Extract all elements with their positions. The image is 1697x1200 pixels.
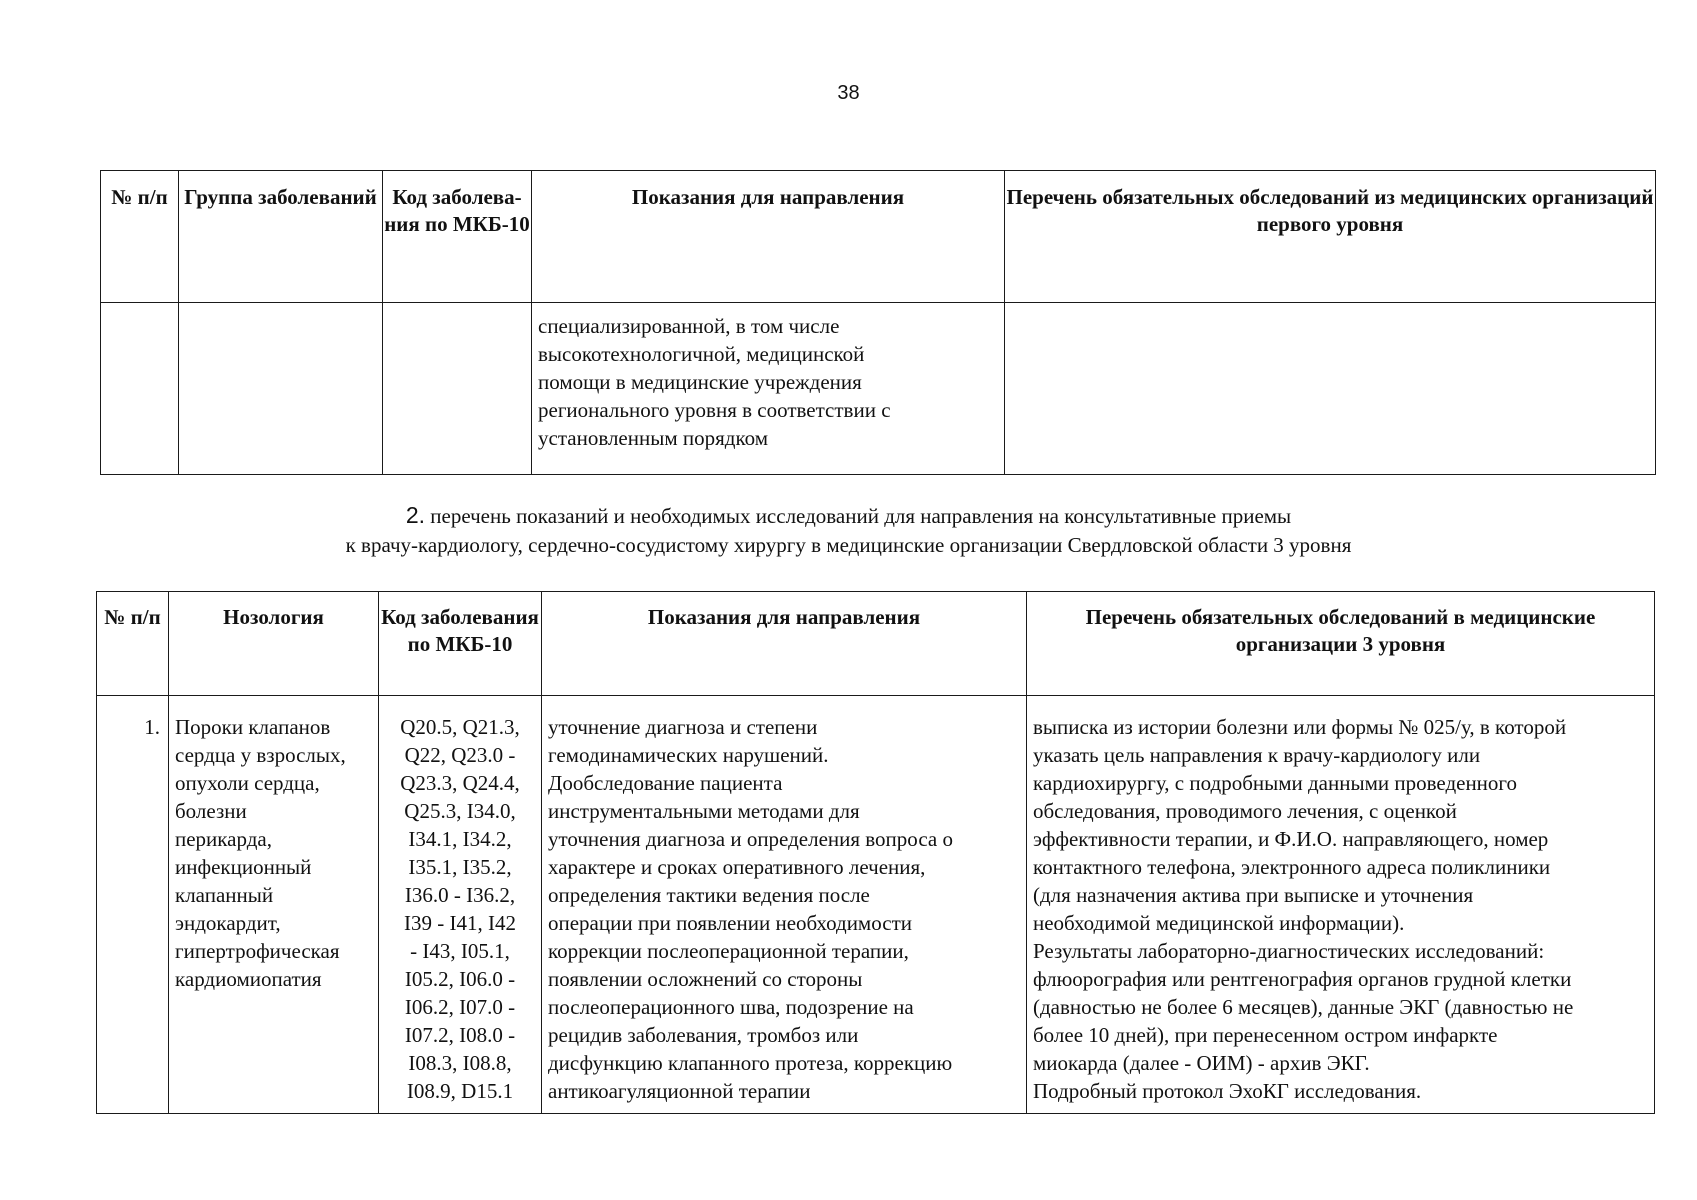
text-line: инструментальными методами для <box>548 799 860 823</box>
continuation-table <box>100 170 1656 475</box>
table-header-row <box>97 592 1655 696</box>
header-icd10-code: Код заболевания по МКБ-10 <box>379 592 542 696</box>
text-line: появлении осложнений со стороны <box>548 967 863 991</box>
text-line: Q22, Q23.0 - <box>404 743 516 767</box>
text-line: более 10 дней), при перенесенном остром инфаркте <box>1033 1023 1498 1047</box>
text-line: контактного телефона, электронного адреса поликлиники <box>1033 855 1551 879</box>
text-line: Q25.3, I34.0, <box>404 799 516 823</box>
cell-nosology <box>169 696 379 1114</box>
cell-number <box>101 303 179 475</box>
header-required-exams: Перечень обязательных обследований в медицинские организации 3 уровня <box>1027 592 1655 696</box>
section-number: 2. <box>405 502 426 528</box>
text-line: дисфункцию клапанного протеза, коррекцию <box>548 1051 953 1075</box>
text-line: I08.9, D15.1 <box>406 1079 514 1103</box>
text-line: послеоперационного шва, подозрение на <box>548 995 914 1019</box>
text-line: болезни <box>175 799 247 823</box>
cell-disease-group <box>179 303 383 475</box>
text-line: операции при появлении необходимости <box>548 911 912 935</box>
header-referral-indications: Показания для направления <box>532 171 1005 303</box>
text-line: антикоагуляционной терапии <box>548 1079 811 1103</box>
header-referral-indications: Показания для направления <box>542 592 1027 696</box>
text-line: указать цель направления к врачу-кардиологу или <box>1033 743 1481 767</box>
text-line: гемодинамических нарушений. <box>548 743 829 767</box>
cell-referral-indications <box>532 303 1005 475</box>
text-line: I39 - I41, I42 <box>404 911 516 935</box>
text-line: помощи в медицинские учреждения <box>538 370 862 394</box>
text-line: эндокардит, <box>175 911 281 935</box>
section-caption <box>0 501 1697 560</box>
text-line: Пороки клапанов <box>175 715 331 739</box>
text-line: I34.1, I34.2, <box>408 827 512 851</box>
header-disease-group: Группа заболеваний <box>179 171 383 303</box>
text-line: Подробный протокол ЭхоКГ исследования. <box>1033 1079 1422 1103</box>
text-line: I36.0 - I36.2, <box>404 883 516 907</box>
text-line: Q20.5, Q21.3, <box>400 715 520 739</box>
text-line: необходимой медицинской информации). <box>1033 911 1405 935</box>
header-nosology: Нозология <box>169 592 379 696</box>
caption-line-2: к врачу-кардиологу, сердечно-сосудистому хирургу в медицинские организации Свердловской области 3 уровня <box>345 533 1352 557</box>
table-row <box>101 303 1656 475</box>
text-line: характере и сроках оперативного лечения, <box>548 855 926 879</box>
text-line: коррекции послеоперационной терапии, <box>548 939 909 963</box>
cell-required-exams <box>1005 303 1656 475</box>
text-line: инфекционный <box>175 855 312 879</box>
cell-referral-indications <box>542 696 1027 1114</box>
text-line: кардиохирургу, с подробными данными проведенного <box>1033 771 1518 795</box>
text-line: высокотехнологичной, медицинской <box>538 342 865 366</box>
text-line: миокарда (далее - ОИМ) - архив ЭКГ. <box>1033 1051 1370 1075</box>
caption-text-1: перечень показаний и необходимых исследований для направления на консультативные приемы <box>430 504 1292 528</box>
cell-number: 1. <box>97 696 169 1114</box>
header-number: № п/п <box>97 592 169 696</box>
text-line: Q23.3, Q24.4, <box>400 771 520 795</box>
text-line: кардиомиопатия <box>175 967 322 991</box>
text-line: перикарда, <box>175 827 272 851</box>
cardiology-referral-table <box>96 591 1655 1114</box>
text-line: установленным порядком <box>538 426 768 450</box>
text-line: уточнения диагноза и определения вопроса о <box>548 827 953 851</box>
text-line: эффективности терапии, и Ф.И.О. направляющего, номер <box>1033 827 1549 851</box>
cell-icd10-codes <box>379 696 542 1114</box>
text-line: I05.2, I06.0 - <box>404 967 516 991</box>
text-line: сердца у взрослых, <box>175 743 346 767</box>
header-required-exams: Перечень обязательных обследований из медицинских организаций первого уровня <box>1005 171 1656 303</box>
text-line: опухоли сердца, <box>175 771 320 795</box>
text-line: (для назначения актива при выписке и уточнения <box>1033 883 1474 907</box>
text-line: флюорография или рентгенография органов грудной клетки <box>1033 967 1572 991</box>
text-line: гипертрофическая <box>175 939 340 963</box>
cell-icd10-code <box>383 303 532 475</box>
text-line: специализированной, в том числе <box>538 314 840 338</box>
cell-required-exams <box>1027 696 1655 1114</box>
text-line: клапанный <box>175 883 274 907</box>
text-line: выписка из истории болезни или формы № 025/у, в которой <box>1033 715 1567 739</box>
text-line: I08.3, I08.8, <box>408 1051 512 1075</box>
table-row <box>97 696 1655 1114</box>
text-line: I35.1, I35.2, <box>408 855 512 879</box>
text-line: I06.2, I07.0 - <box>404 995 516 1019</box>
header-number: № п/п <box>101 171 179 303</box>
text-line: определения тактики ведения после <box>548 883 870 907</box>
page-number: 38 <box>837 82 860 104</box>
text-line: Результаты лабораторно-диагностических исследований: <box>1033 939 1545 963</box>
text-line: обследования, проводимого лечения, с оценкой <box>1033 799 1457 823</box>
header-icd10-code: Код заболева-ния по МКБ-10 <box>383 171 532 303</box>
table-header-row <box>101 171 1656 303</box>
text-line: - I43, I05.1, <box>410 939 510 963</box>
text-line: уточнение диагноза и степени <box>548 715 818 739</box>
text-line: I07.2, I08.0 - <box>404 1023 516 1047</box>
caption-line-1 <box>0 501 1697 531</box>
text-line: рецидив заболевания, тромбоз или <box>548 1023 859 1047</box>
text-line: Дообследование пациента <box>548 771 783 795</box>
text-line: регионального уровня в соответствии с <box>538 398 891 422</box>
text-line: (давностью не более 6 месяцев), данные ЭКГ (давностью не <box>1033 995 1574 1019</box>
